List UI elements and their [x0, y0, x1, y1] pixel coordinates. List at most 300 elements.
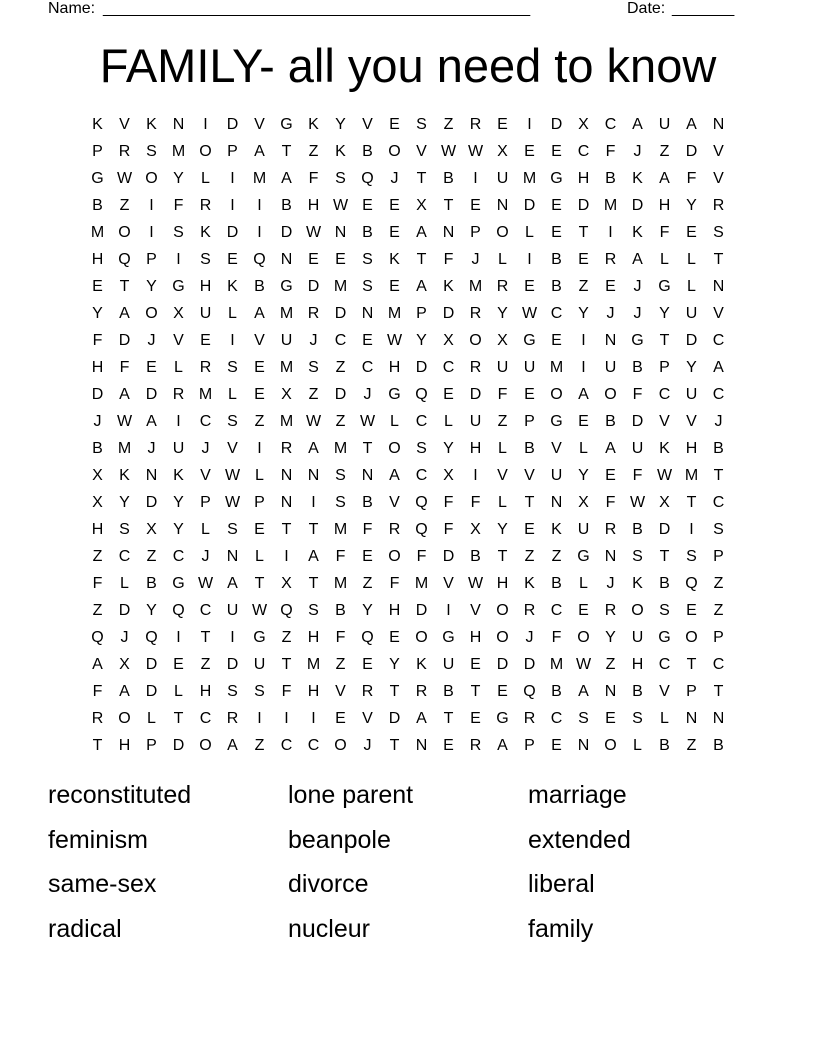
grid-letter: E	[524, 386, 535, 403]
grid-letter: S	[362, 278, 373, 295]
grid-letter: G	[577, 548, 590, 565]
grid-letter: J	[633, 143, 642, 160]
grid-letter: T	[389, 683, 400, 700]
grid-letter: E	[497, 116, 508, 133]
grid-letter: E	[497, 683, 508, 700]
grid-letter: S	[227, 521, 238, 538]
name-label: Name:	[48, 0, 96, 17]
grid-letter: K	[335, 143, 346, 160]
grid-letter: J	[93, 413, 102, 430]
grid-letter: A	[254, 305, 265, 322]
grid-letter: C	[199, 602, 212, 619]
grid-letter: H	[91, 251, 104, 268]
grid-letter: G	[388, 386, 401, 403]
grid-letter: B	[335, 602, 346, 619]
grid-letter: R	[280, 440, 293, 457]
grid-letter: U	[226, 602, 239, 619]
grid-letter: V	[335, 683, 346, 700]
grid-letter: D	[91, 386, 104, 403]
grid-letter: M	[468, 278, 483, 295]
grid-letter: R	[118, 143, 131, 160]
grid-letter: F	[92, 575, 103, 592]
grid-letter: T	[173, 710, 184, 727]
grid-letter: C	[550, 602, 563, 619]
grid-letter: C	[118, 548, 131, 565]
grid-letter: F	[470, 494, 481, 511]
grid-letter: E	[362, 197, 373, 214]
grid-letter: H	[307, 197, 320, 214]
grid-letter: A	[416, 710, 427, 727]
word-list-item: family	[528, 914, 594, 943]
grid-letter: L	[201, 170, 210, 187]
grid-letter: R	[523, 602, 536, 619]
word-list-item: reconstituted	[48, 781, 192, 809]
grid-letter: C	[199, 710, 212, 727]
grid-letter: P	[92, 143, 103, 160]
grid-letter: Q	[91, 629, 104, 646]
grid-letter: U	[199, 305, 212, 322]
grid-letter: I	[581, 359, 586, 376]
grid-letter: W	[116, 170, 133, 187]
grid-letter: C	[712, 386, 725, 403]
word-list-item: feminism	[48, 825, 149, 854]
grid-letter: A	[254, 143, 265, 160]
grid-letter: N	[712, 710, 725, 727]
grid-letter: E	[605, 467, 616, 484]
grid-letter: T	[281, 656, 292, 673]
grid-letter: O	[118, 710, 131, 727]
grid-letter: W	[521, 305, 538, 322]
grid-letter: L	[390, 413, 399, 430]
grid-letter: W	[575, 656, 592, 673]
grid-letter: Z	[281, 629, 292, 646]
grid-letter: V	[416, 143, 427, 160]
grid-letter: F	[632, 386, 643, 403]
grid-letter: Z	[119, 197, 130, 214]
grid-letter: J	[363, 386, 372, 403]
grid-letter: N	[280, 467, 293, 484]
grid-letter: M	[414, 575, 429, 592]
grid-letter: D	[523, 197, 536, 214]
grid-letter: V	[200, 467, 211, 484]
grid-letter: J	[363, 737, 372, 754]
grid-letter: E	[551, 143, 562, 160]
grid-letter: C	[199, 413, 212, 430]
grid-letter: H	[91, 359, 104, 376]
grid-letter: H	[307, 683, 320, 700]
grid-letter: E	[551, 224, 562, 241]
grid-letter: S	[362, 251, 373, 268]
grid-letter: M	[333, 440, 348, 457]
grid-letter: P	[227, 143, 238, 160]
grid-letter: H	[199, 683, 212, 700]
grid-letter: C	[172, 548, 185, 565]
grid-letter: T	[416, 251, 427, 268]
grid-letter: D	[496, 656, 509, 673]
grid-letter: T	[416, 170, 427, 187]
grid-letter: Z	[551, 548, 562, 565]
grid-letter: E	[686, 224, 697, 241]
grid-letter: E	[254, 386, 265, 403]
grid-letter: T	[713, 683, 724, 700]
grid-letter: S	[416, 116, 427, 133]
grid-letter: E	[389, 197, 400, 214]
grid-letter: E	[605, 710, 616, 727]
grid-letter: B	[632, 521, 643, 538]
grid-letter: A	[659, 170, 670, 187]
grid-letter: H	[496, 575, 509, 592]
grid-letter: D	[631, 197, 644, 214]
word-list-item: beanpole	[288, 825, 391, 854]
grid-letter: U	[280, 332, 293, 349]
grid-letter: S	[632, 710, 643, 727]
grid-letter: D	[415, 602, 428, 619]
grid-letter: R	[91, 710, 104, 727]
word-list-item: lone parent	[288, 781, 414, 809]
grid-letter: M	[549, 656, 564, 673]
grid-letter: D	[334, 386, 347, 403]
grid-letter: W	[359, 413, 376, 430]
grid-letter: D	[118, 602, 131, 619]
grid-letter: V	[524, 467, 535, 484]
grid-letter: X	[281, 575, 292, 592]
grid-letter: D	[118, 332, 131, 349]
grid-letter: V	[119, 116, 130, 133]
grid-letter: I	[257, 197, 262, 214]
grid-letter: G	[550, 170, 563, 187]
grid-letter: J	[471, 251, 480, 268]
grid-letter: M	[387, 305, 402, 322]
grid-letter: F	[335, 548, 346, 565]
grid-letter: U	[469, 413, 482, 430]
grid-letter: K	[173, 467, 184, 484]
grid-letter: V	[713, 170, 724, 187]
grid-letter: P	[146, 251, 157, 268]
grid-letter: Q	[145, 629, 158, 646]
grid-letter: Q	[523, 683, 536, 700]
word-search-grid	[84, 111, 732, 759]
grid-letter: F	[443, 251, 454, 268]
grid-letter: G	[91, 170, 104, 187]
grid-letter: Y	[659, 305, 670, 322]
grid-letter: C	[658, 386, 671, 403]
grid-letter: F	[173, 197, 184, 214]
grid-letter: B	[605, 413, 616, 430]
grid-letter: E	[578, 602, 589, 619]
grid-letter: I	[149, 197, 154, 214]
grid-letter: A	[686, 116, 697, 133]
grid-letter: F	[659, 224, 670, 241]
grid-letter: T	[119, 278, 130, 295]
grid-letter: S	[335, 494, 346, 511]
grid-letter: W	[467, 575, 484, 592]
grid-letter: S	[308, 602, 319, 619]
grid-letter: X	[497, 143, 508, 160]
grid-letter: N	[361, 467, 374, 484]
grid-letter: Y	[443, 440, 454, 457]
grid-letter: T	[659, 548, 670, 565]
grid-letter: F	[362, 521, 373, 538]
grid-letter: I	[203, 116, 208, 133]
grid-letter: D	[226, 116, 239, 133]
grid-letter: B	[524, 440, 535, 457]
grid-letter: X	[443, 332, 454, 349]
grid-letter: I	[446, 602, 451, 619]
grid-letter: E	[605, 278, 616, 295]
name-blank-line: ________________________________________________	[103, 0, 531, 17]
grid-letter: J	[120, 629, 129, 646]
grid-letter: M	[171, 143, 186, 160]
grid-letter: Y	[416, 332, 427, 349]
grid-letter: C	[334, 332, 347, 349]
grid-letter: G	[172, 575, 185, 592]
grid-letter: G	[496, 710, 509, 727]
grid-letter: W	[629, 494, 646, 511]
grid-letter: E	[524, 521, 535, 538]
grid-letter: T	[281, 521, 292, 538]
grid-letter: N	[577, 737, 590, 754]
grid-letter: T	[686, 494, 697, 511]
grid-letter: Y	[119, 494, 130, 511]
grid-letter: O	[145, 170, 158, 187]
grid-letter: V	[713, 305, 724, 322]
grid-letter: C	[658, 656, 671, 673]
grid-letter: T	[470, 683, 481, 700]
grid-letter: C	[550, 305, 563, 322]
grid-letter: W	[116, 413, 133, 430]
grid-letter: L	[255, 467, 264, 484]
grid-letter: T	[713, 251, 724, 268]
grid-letter: U	[523, 359, 536, 376]
grid-letter: A	[146, 413, 157, 430]
grid-letter: O	[145, 305, 158, 322]
grid-letter: D	[415, 359, 428, 376]
grid-letter: E	[146, 359, 157, 376]
grid-letter: M	[252, 170, 267, 187]
grid-letter: C	[442, 359, 455, 376]
grid-letter: X	[443, 467, 454, 484]
grid-letter: Z	[713, 602, 724, 619]
grid-letter: O	[577, 629, 590, 646]
grid-letter: P	[524, 737, 535, 754]
grid-letter: I	[284, 710, 289, 727]
grid-letter: S	[713, 521, 724, 538]
grid-letter: E	[389, 224, 400, 241]
grid-letter: E	[173, 656, 184, 673]
grid-letter: I	[176, 629, 181, 646]
grid-letter: H	[118, 737, 131, 754]
grid-letter: L	[174, 683, 183, 700]
grid-letter: D	[442, 305, 455, 322]
grid-letter: A	[578, 683, 589, 700]
grid-letter: D	[145, 656, 158, 673]
grid-letter: S	[686, 548, 697, 565]
grid-letter: M	[333, 575, 348, 592]
grid-letter: G	[631, 332, 644, 349]
grid-letter: S	[227, 359, 238, 376]
grid-letter: D	[172, 737, 185, 754]
grid-letter: E	[362, 656, 373, 673]
grid-letter: G	[523, 332, 536, 349]
grid-letter: P	[713, 548, 724, 565]
grid-letter: D	[658, 521, 671, 538]
grid-letter: S	[254, 683, 265, 700]
grid-letter: M	[522, 170, 537, 187]
grid-letter: P	[686, 683, 697, 700]
grid-letter: B	[443, 170, 454, 187]
grid-letter: F	[389, 575, 400, 592]
grid-letter: Y	[497, 521, 508, 538]
grid-letter: R	[469, 116, 482, 133]
grid-letter: N	[712, 278, 725, 295]
grid-letter: D	[442, 548, 455, 565]
grid-letter: B	[443, 683, 454, 700]
grid-letter: N	[442, 224, 455, 241]
grid-letter: E	[308, 251, 319, 268]
grid-letter: R	[307, 305, 320, 322]
grid-letter: O	[496, 602, 509, 619]
grid-letter: T	[524, 494, 535, 511]
grid-letter: T	[443, 710, 454, 727]
grid-letter: A	[416, 224, 427, 241]
grid-letter: Q	[253, 251, 266, 268]
grid-letter: V	[443, 575, 454, 592]
grid-letter: E	[551, 737, 562, 754]
grid-letter: Y	[389, 656, 400, 673]
grid-letter: B	[713, 737, 724, 754]
grid-letter: B	[470, 548, 481, 565]
grid-letter: Q	[118, 251, 131, 268]
grid-letter: L	[660, 251, 669, 268]
grid-letter: U	[496, 170, 509, 187]
grid-letter: W	[224, 494, 241, 511]
grid-letter: U	[442, 656, 455, 673]
grid-letter: W	[467, 143, 484, 160]
word-list-item: divorce	[288, 870, 369, 898]
grid-letter: H	[658, 197, 671, 214]
grid-letter: O	[604, 737, 617, 754]
grid-letter: B	[146, 575, 157, 592]
grid-letter: Z	[524, 548, 535, 565]
grid-letter: B	[632, 683, 643, 700]
grid-letter: V	[686, 413, 697, 430]
grid-letter: C	[415, 467, 428, 484]
grid-letter: F	[92, 683, 103, 700]
grid-letter: T	[254, 575, 265, 592]
grid-letter: J	[147, 440, 156, 457]
grid-letter: W	[197, 575, 214, 592]
grid-letter: E	[227, 251, 238, 268]
grid-letter: N	[415, 737, 428, 754]
grid-letter: K	[416, 656, 427, 673]
grid-letter: V	[389, 494, 400, 511]
grid-letter: F	[416, 548, 427, 565]
grid-letter: D	[334, 305, 347, 322]
grid-letter: O	[199, 737, 212, 754]
grid-letter: K	[92, 116, 103, 133]
grid-letter: B	[713, 440, 724, 457]
grid-letter: H	[388, 359, 401, 376]
grid-letter: F	[92, 332, 103, 349]
grid-letter: E	[470, 656, 481, 673]
grid-letter: G	[280, 116, 293, 133]
grid-letter: A	[119, 386, 130, 403]
grid-letter: J	[633, 305, 642, 322]
grid-letter: I	[230, 197, 235, 214]
grid-letter: Z	[308, 143, 319, 160]
grid-letter: V	[254, 116, 265, 133]
grid-letter: A	[632, 251, 643, 268]
grid-letter: O	[685, 629, 698, 646]
grid-letter: I	[230, 629, 235, 646]
grid-letter: O	[388, 548, 401, 565]
grid-letter: P	[416, 305, 427, 322]
grid-letter: E	[389, 116, 400, 133]
grid-letter: F	[605, 143, 616, 160]
grid-letter: S	[632, 548, 643, 565]
grid-letter: A	[308, 548, 319, 565]
grid-letter: R	[415, 683, 428, 700]
grid-letter: Y	[92, 305, 103, 322]
grid-letter: W	[656, 467, 673, 484]
grid-letter: H	[631, 656, 644, 673]
grid-letter: A	[227, 737, 238, 754]
grid-letter: T	[362, 440, 373, 457]
grid-letter: M	[549, 359, 564, 376]
grid-letter: E	[443, 737, 454, 754]
grid-letter: B	[551, 278, 562, 295]
grid-letter: T	[713, 467, 724, 484]
grid-letter: E	[551, 197, 562, 214]
grid-letter: I	[311, 710, 316, 727]
grid-letter: D	[226, 656, 239, 673]
grid-letter: G	[172, 278, 185, 295]
grid-letter: C	[415, 413, 428, 430]
grid-letter: D	[685, 332, 698, 349]
grid-letter: A	[713, 359, 724, 376]
grid-letter: L	[228, 305, 237, 322]
grid-letter: D	[145, 386, 158, 403]
grid-letter: A	[119, 683, 130, 700]
grid-letter: R	[712, 197, 725, 214]
grid-letter: Q	[361, 170, 374, 187]
grid-letter: B	[659, 737, 670, 754]
grid-letter: K	[632, 224, 643, 241]
grid-letter: T	[200, 629, 211, 646]
grid-letter: F	[632, 467, 643, 484]
grid-letter: E	[254, 521, 265, 538]
grid-letter: Z	[308, 386, 319, 403]
grid-letter: Y	[686, 197, 697, 214]
grid-letter: O	[415, 629, 428, 646]
grid-letter: Z	[713, 575, 724, 592]
grid-letter: K	[659, 440, 670, 457]
grid-letter: E	[686, 602, 697, 619]
grid-letter: M	[333, 278, 348, 295]
grid-letter: Y	[362, 602, 373, 619]
grid-letter: T	[443, 197, 454, 214]
grid-letter: X	[659, 494, 670, 511]
grid-letter: W	[305, 413, 322, 430]
grid-letter: Y	[578, 305, 589, 322]
grid-letter: K	[200, 224, 211, 241]
grid-letter: L	[633, 737, 642, 754]
grid-letter: Y	[686, 359, 697, 376]
grid-letter: I	[149, 224, 154, 241]
grid-letter: D	[307, 278, 320, 295]
grid-letter: C	[712, 332, 725, 349]
grid-letter: L	[498, 440, 507, 457]
